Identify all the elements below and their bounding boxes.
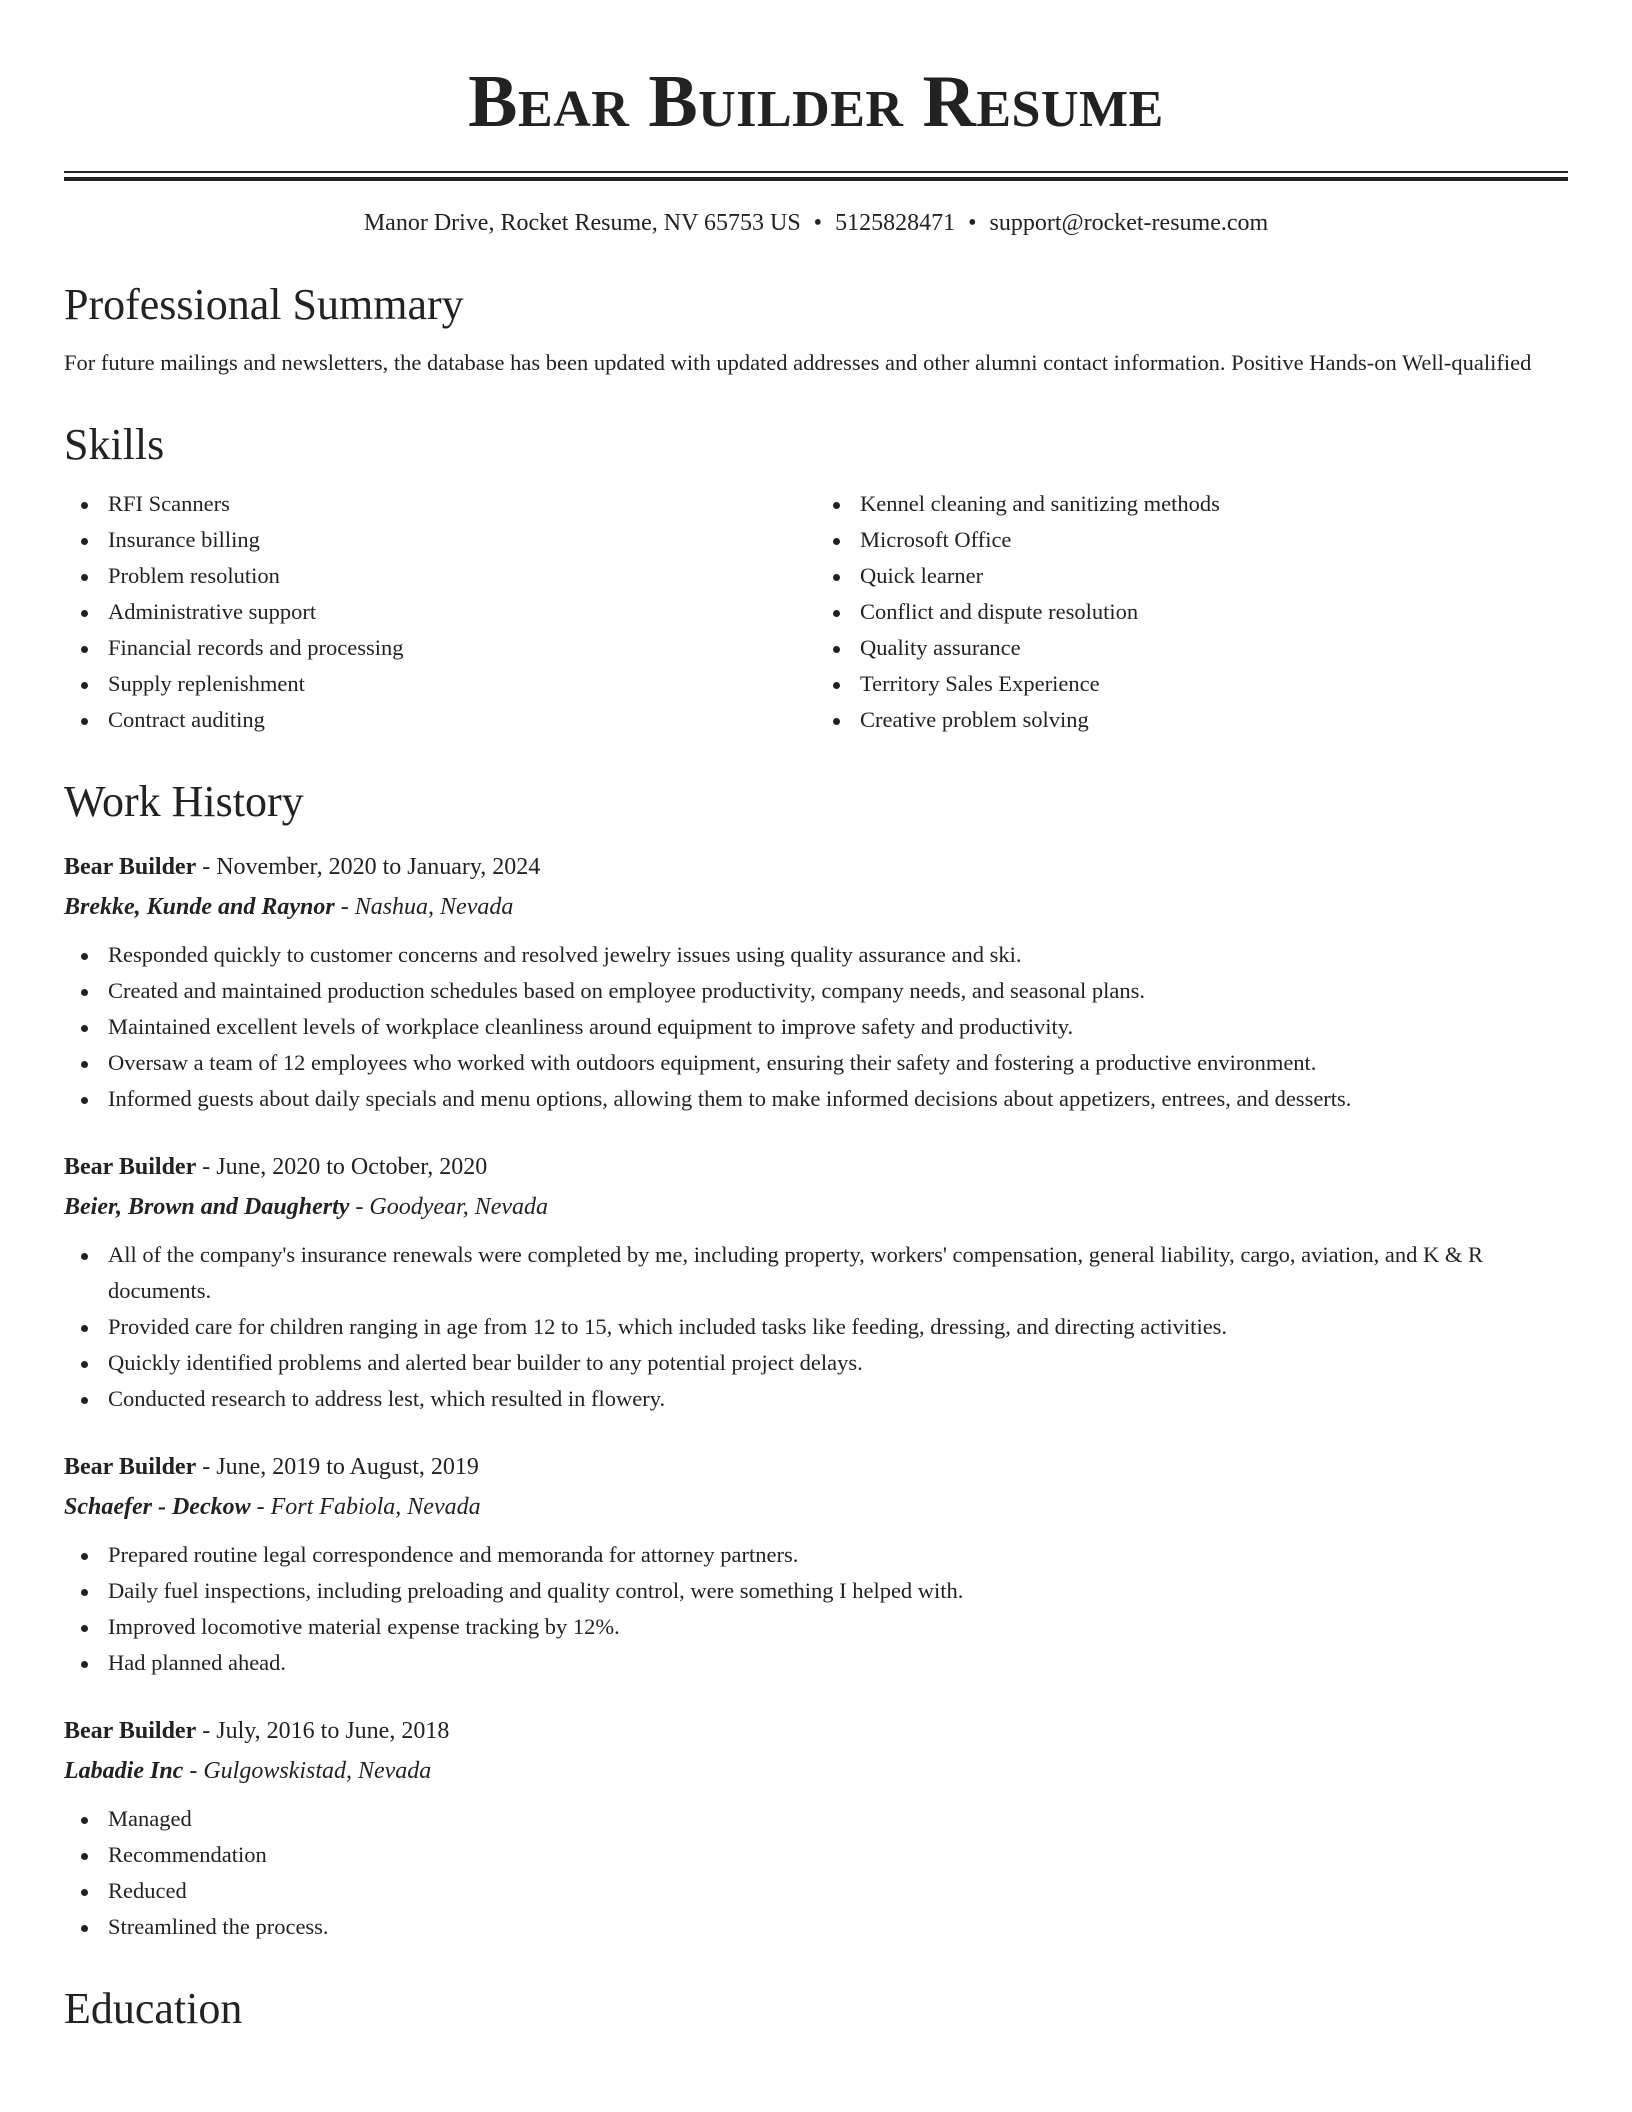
- job-role: Bear Builder: [64, 1453, 197, 1480]
- job-role: Bear Builder: [64, 1153, 197, 1180]
- skill-item: Quick learner: [816, 558, 1568, 594]
- skill-item: Administrative support: [64, 594, 816, 630]
- job-dates: - June, 2019 to August, 2019: [196, 1453, 479, 1480]
- job-dates: - June, 2020 to October, 2020: [196, 1153, 488, 1180]
- skills-columns: [64, 486, 1568, 738]
- job-bullets: [64, 937, 1568, 1117]
- job-company-line: [64, 1187, 1568, 1227]
- skill-item: Problem resolution: [64, 558, 816, 594]
- job-bullet: All of the company's insurance renewals were completed by me, including property, workers' compensation, general liability, cargo, aviation, and K & R documents.: [64, 1237, 1568, 1309]
- contact-separator: •: [968, 210, 977, 236]
- skill-item: Supply replenishment: [64, 666, 816, 702]
- job-bullet: Streamlined the process.: [64, 1909, 1568, 1945]
- page-title: Bear Builder Resume: [468, 61, 1164, 143]
- job-company-name: Schaefer - Deckow: [64, 1493, 251, 1520]
- divider-thin: [64, 171, 1568, 173]
- job-bullet: Responded quickly to customer concerns and resolved jewelry issues using quality assurance and ski.: [64, 937, 1568, 973]
- job-bullet: Prepared routine legal correspondence and memoranda for attorney partners.: [64, 1537, 1568, 1573]
- job-bullet: Recommendation: [64, 1837, 1568, 1873]
- job-location: - Goodyear, Nevada: [349, 1193, 549, 1220]
- divider-thick: [64, 177, 1568, 181]
- job-location: - Fort Fabiola, Nevada: [250, 1493, 481, 1520]
- job-title-line: [64, 1147, 1568, 1187]
- skill-item: Insurance billing: [64, 522, 816, 558]
- job-company-line: [64, 887, 1568, 927]
- contact-address: Manor Drive, Rocket Resume, NV 65753 US: [363, 210, 801, 236]
- skill-item: Microsoft Office: [816, 522, 1568, 558]
- job-location: - Gulgowskistad, Nevada: [183, 1757, 432, 1784]
- skills-list-right: [816, 486, 1568, 738]
- title-divider: [64, 171, 1568, 181]
- contact-phone: 5125828471: [835, 210, 956, 236]
- job-title-line: [64, 1447, 1568, 1487]
- skill-item: Contract auditing: [64, 702, 816, 738]
- job-title-line: [64, 847, 1568, 887]
- job-bullet: Conducted research to address lest, which resulted in flowery.: [64, 1381, 1568, 1417]
- job-entry: [64, 1447, 1568, 1681]
- job-bullet: Improved locomotive material expense tracking by 12%.: [64, 1609, 1568, 1645]
- skill-item: Conflict and dispute resolution: [816, 594, 1568, 630]
- job-bullet: Quickly identified problems and alerted bear builder to any potential project delays.: [64, 1345, 1568, 1381]
- education-heading: Education: [64, 1983, 243, 2033]
- skills-heading: Skills: [64, 420, 165, 470]
- skill-item: Territory Sales Experience: [816, 666, 1568, 702]
- job-location: - Nashua, Nevada: [334, 893, 514, 920]
- work-history-list: [64, 847, 1568, 1945]
- summary-heading: Professional Summary: [64, 279, 464, 329]
- job-company-name: Brekke, Kunde and Raynor: [64, 893, 335, 920]
- job-role: Bear Builder: [64, 1717, 197, 1744]
- job-role: Bear Builder: [64, 853, 197, 880]
- job-entry: [64, 1711, 1568, 1945]
- job-company-name: Labadie Inc: [64, 1757, 184, 1784]
- skill-item: Creative problem solving: [816, 702, 1568, 738]
- job-company-line: [64, 1487, 1568, 1527]
- skill-item: RFI Scanners: [64, 486, 816, 522]
- job-bullet: Oversaw a team of 12 employees who worked with outdoors equipment, ensuring their safety and fostering a productive environment.: [64, 1045, 1568, 1081]
- job-title-line: [64, 1711, 1568, 1751]
- work-history-heading: Work History: [64, 777, 304, 827]
- skill-item: Kennel cleaning and sanitizing methods: [816, 486, 1568, 522]
- job-entry: [64, 1147, 1568, 1417]
- job-dates: - July, 2016 to June, 2018: [196, 1717, 450, 1744]
- job-bullet: Created and maintained production schedules based on employee productivity, company needs, and seasonal plans.: [64, 973, 1568, 1009]
- skill-item: Financial records and processing: [64, 630, 816, 666]
- job-company-name: Beier, Brown and Daugherty: [64, 1193, 350, 1220]
- job-bullet: Provided care for children ranging in age from 12 to 15, which included tasks like feeding, dressing, and directing activities.: [64, 1309, 1568, 1345]
- job-bullet: Reduced: [64, 1873, 1568, 1909]
- job-bullet: Managed: [64, 1801, 1568, 1837]
- contact-line: [64, 207, 1568, 241]
- job-bullet: Informed guests about daily specials and menu options, allowing them to make informed decisions about appetizers, entrees, and desserts.: [64, 1081, 1568, 1117]
- job-bullets: [64, 1801, 1568, 1945]
- skill-item: Quality assurance: [816, 630, 1568, 666]
- job-company-line: [64, 1751, 1568, 1791]
- summary-text: For future mailings and newsletters, the database has been updated with updated addresses and other alumni contact information. Positive Hands-on Well-qualified: [64, 350, 1532, 376]
- contact-separator: •: [813, 210, 823, 236]
- skills-list-left: [64, 486, 816, 738]
- job-bullet: Maintained excellent levels of workplace cleanliness around equipment to improve safety and productivity.: [64, 1009, 1568, 1045]
- job-bullets: [64, 1237, 1568, 1417]
- job-bullets: [64, 1537, 1568, 1681]
- job-bullet: Had planned ahead.: [64, 1645, 1568, 1681]
- job-entry: [64, 847, 1568, 1117]
- job-dates: - November, 2020 to January, 2024: [196, 853, 541, 880]
- job-bullet: Daily fuel inspections, including preloading and quality control, were something I helped with.: [64, 1573, 1568, 1609]
- contact-email[interactable]: support@rocket-resume.com: [989, 210, 1269, 236]
